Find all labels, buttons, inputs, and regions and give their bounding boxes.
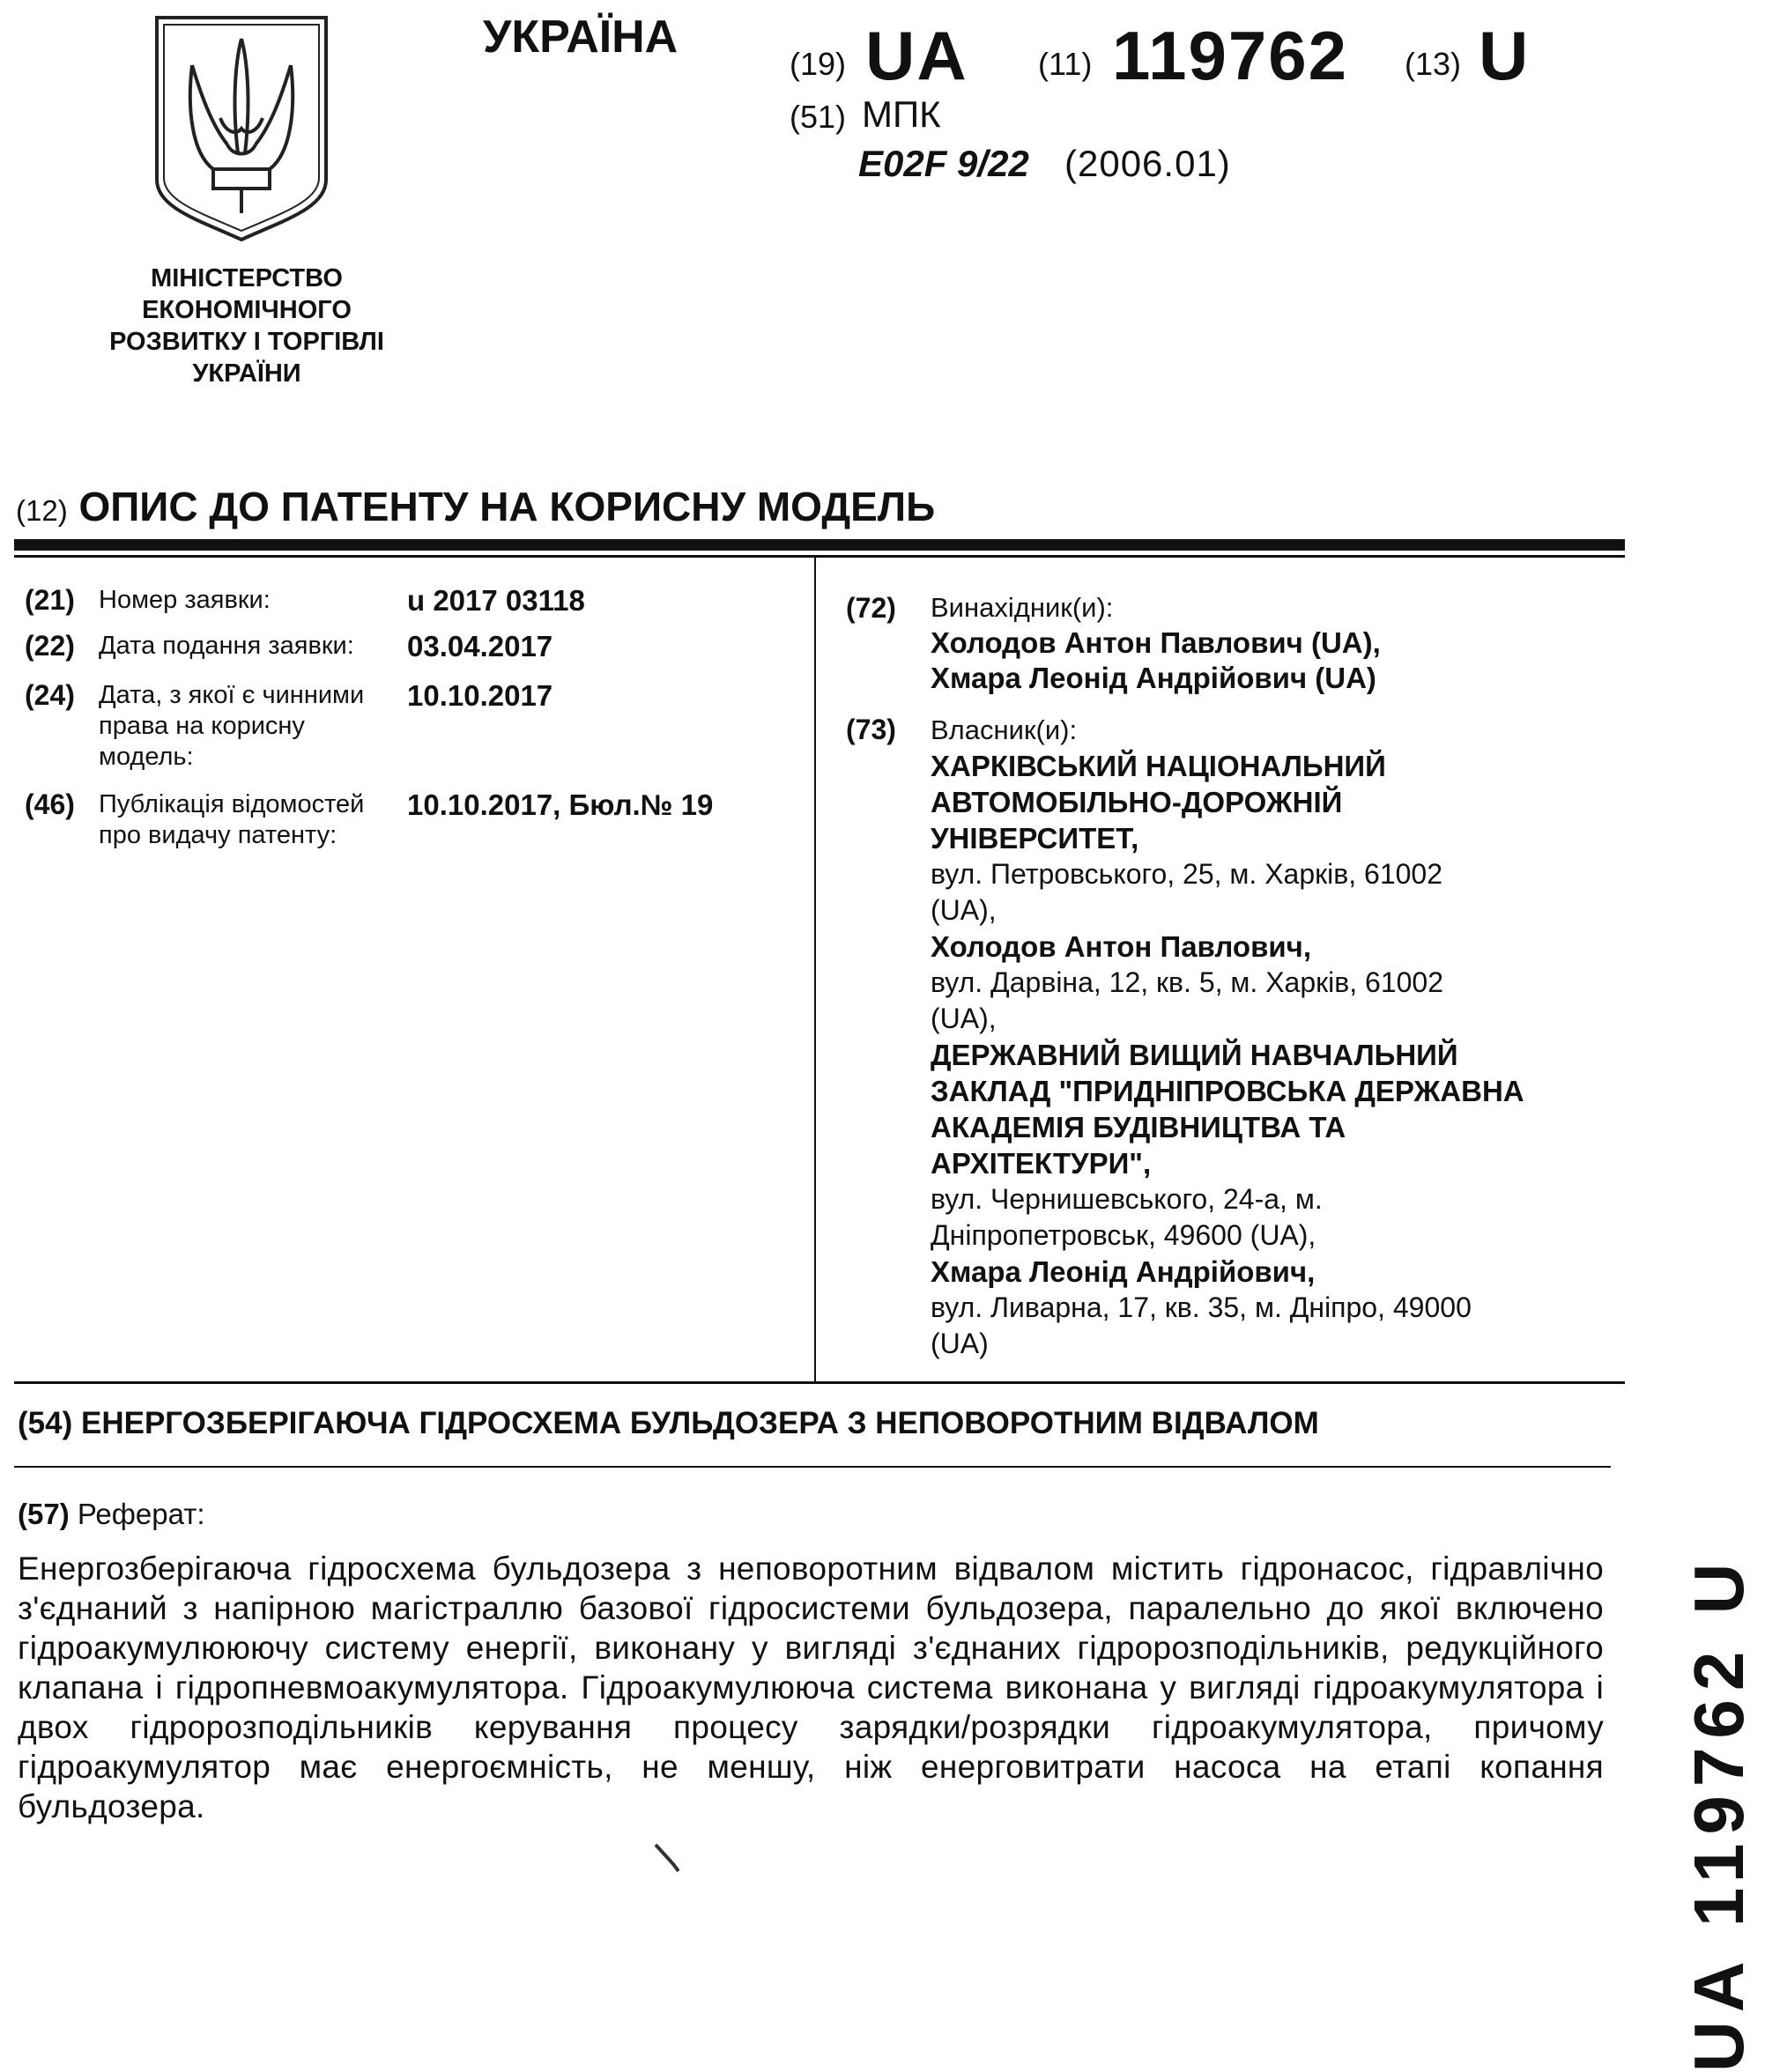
biblio-label bbox=[99, 585, 418, 616]
ministry-name bbox=[79, 263, 414, 389]
ministry-line: УКРАЇНИ bbox=[192, 359, 301, 388]
biblio-label-line: модель: bbox=[99, 743, 194, 771]
side-publication-label bbox=[1679, 1554, 1758, 2072]
owner-line: ДЕРЖАВНИЙ ВИЩИЙ НАВЧАЛЬНИЙ bbox=[931, 1039, 1458, 1071]
owner-line: вул. Дарвіна, 12, кв. 5, м. Харків, 61002 bbox=[931, 966, 1443, 998]
application-number: u 2017 03118 bbox=[407, 584, 585, 617]
owners-block bbox=[931, 712, 1635, 1362]
abstract-label: Реферат: bbox=[77, 1498, 205, 1530]
ipc-version: (2006.01) bbox=[1064, 143, 1231, 184]
document-type-title: ОПИС ДО ПАТЕНТУ НА КОРИСНУ МОДЕЛЬ bbox=[78, 484, 936, 529]
side-label-text: UA 119762 U bbox=[1680, 1554, 1758, 2072]
code-57-label: (57) bbox=[18, 1498, 70, 1530]
biblio-label-line: Дата подання заявки: bbox=[99, 632, 354, 660]
country-name: УКРАЇНА bbox=[483, 11, 679, 63]
rights-effective-date: 10.10.2017 bbox=[407, 679, 553, 712]
pen-mark bbox=[652, 1841, 687, 1876]
kind-code: U bbox=[1479, 17, 1531, 94]
owner-line: вул. Ливарна, 17, кв. 35, м. Дніпро, 49000 bbox=[931, 1291, 1472, 1323]
ipc-label: МПК bbox=[862, 93, 941, 135]
biblio-code: (72) bbox=[846, 592, 896, 624]
inventor-name: Хмара Леонід Андрійович (UA) bbox=[931, 662, 1376, 694]
biblio-code: (22) bbox=[25, 630, 75, 662]
owner-line: (UA), bbox=[931, 1003, 997, 1034]
thin-divider bbox=[14, 555, 1625, 558]
biblio-label bbox=[99, 631, 418, 662]
inventor-name: Холодов Антон Павлович (UA), bbox=[931, 626, 1381, 659]
ministry-line: МІНІСТЕРСТВО bbox=[151, 264, 343, 292]
owner-line: (UA), bbox=[931, 894, 997, 926]
biblio-label-line: Дата, з якої є чинними bbox=[99, 681, 365, 709]
document-type bbox=[16, 483, 935, 530]
owner-line: УНІВЕРСИТЕТ, bbox=[931, 822, 1139, 855]
code-19-label: (19) bbox=[790, 46, 847, 82]
owner-line: АРХІТЕКТУРИ", bbox=[931, 1147, 1152, 1180]
patent-number: 119762 bbox=[1112, 17, 1348, 94]
owner-line: ХАРКІВСЬКИЙ НАЦІОНАЛЬНИЙ bbox=[931, 750, 1386, 782]
inventors-block bbox=[931, 590, 1635, 696]
code-54-label: (54) bbox=[18, 1406, 73, 1440]
ministry-line: РОЗВИТКУ І ТОРГІВЛІ bbox=[109, 328, 384, 356]
country-code: UA bbox=[865, 17, 968, 94]
code-13-label: (13) bbox=[1405, 46, 1462, 82]
biblio-label bbox=[99, 680, 418, 773]
owner-line: Холодов Антон Павлович, bbox=[931, 930, 1311, 963]
thick-divider bbox=[14, 539, 1625, 551]
filing-date: 03.04.2017 bbox=[407, 630, 553, 662]
biblio-label-line: про видачу патенту: bbox=[99, 821, 337, 849]
publication-date: 10.10.2017, Бюл.№ 19 bbox=[407, 788, 714, 821]
owner-line: Дніпропетровськ, 49600 (UA), bbox=[931, 1219, 1316, 1251]
owner-line: АВТОМОБІЛЬНО-ДОРОЖНІЙ bbox=[931, 786, 1343, 818]
biblio-label-line: Публікація відомостей bbox=[99, 790, 365, 818]
ipc-class: E02F 9/22 bbox=[858, 143, 1029, 184]
biblio-code: (73) bbox=[846, 714, 896, 745]
owner-line: вул. Петровського, 25, м. Харків, 61002 bbox=[931, 858, 1443, 890]
biblio-code: (24) bbox=[25, 679, 75, 711]
biblio-code: (46) bbox=[25, 788, 75, 820]
divider-after-title bbox=[14, 1466, 1611, 1468]
inventors-label: Винахідник(и): bbox=[931, 592, 1114, 623]
code-11-label: (11) bbox=[1038, 46, 1093, 82]
abstract-text: Енергозберігаюча гідросхема бульдозера з неповоротним відвалом містить гідронасос, гідравлічно з'єднаний з напірною магістраллю базової гідросистеми бульдозера, паралельно до якої включено гідроакумулююючу систему енергії, виконану у вигляді з'єднаних гідророзподільників, редукційного клапана і гідропневмоакумулятора. Гідроакумулююча система виконана у вигляді гідроакумулятора і двох гідророзподільників керування процесу зарядки/розрядки гідроакумулятора, причому гідроакумулятор має енергоємність, не меншу, ніж енерговитрати насоса на етапі копання бульдозера. bbox=[18, 1550, 1604, 1824]
owner-line: вул. Чернишевського, 24-а, м. bbox=[931, 1183, 1323, 1215]
ministry-line: ЕКОНОМІЧНОГО bbox=[142, 296, 352, 324]
biblio-label-line: Номер заявки: bbox=[99, 586, 271, 614]
biblio-code: (21) bbox=[25, 584, 75, 616]
title-text: ЕНЕРГОЗБЕРІГАЮЧА ГІДРОСХЕМА БУЛЬДОЗЕРА З НЕПОВОРОТНИМ ВІДВАЛОМ bbox=[80, 1406, 1319, 1440]
owners-label: Власник(и): bbox=[931, 714, 1078, 745]
divider-before-title bbox=[14, 1381, 1625, 1384]
code-12-label: (12) bbox=[16, 494, 68, 527]
owner-line: (UA) bbox=[931, 1328, 989, 1359]
abstract-heading bbox=[18, 1498, 205, 1531]
coat-of-arms-emblem bbox=[152, 12, 331, 243]
owner-line: АКАДЕМІЯ БУДІВНИЦТВА ТА bbox=[931, 1111, 1346, 1143]
code-51-label: (51) bbox=[790, 99, 847, 135]
owner-line: ЗАКЛАД "ПРИДНІПРОВСЬКА ДЕРЖАВНА bbox=[931, 1075, 1524, 1107]
owner-line: Хмара Леонід Андрійович, bbox=[931, 1255, 1316, 1288]
utility-model-title bbox=[18, 1406, 1319, 1441]
biblio-label bbox=[99, 789, 418, 851]
biblio-label-line: права на корисну bbox=[99, 712, 305, 740]
